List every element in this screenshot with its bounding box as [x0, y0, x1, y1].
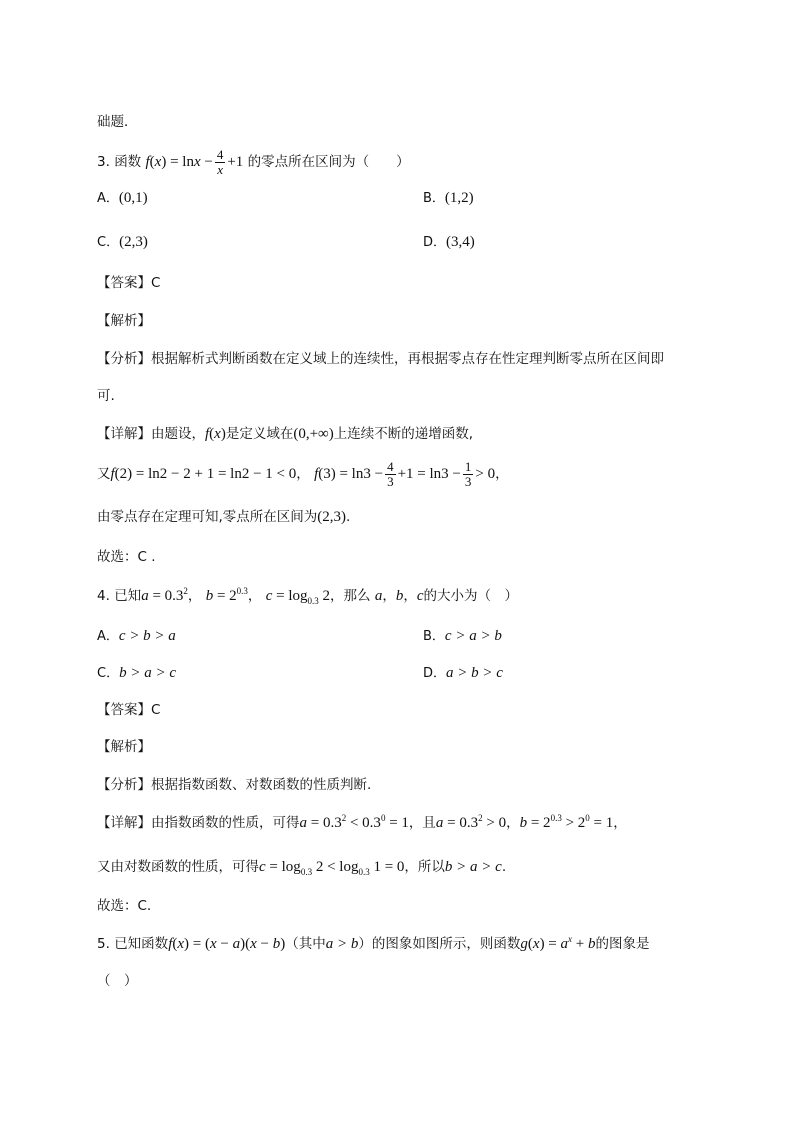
q3-stem	[97, 148, 410, 177]
q3-option-d[interactable]: D．(3,4)	[423, 234, 475, 250]
q4-option-a[interactable]: A．c > b > a	[97, 628, 176, 644]
q3-detail-line2: 又f(2) = ln2 − 2 + 1 = ln2 − 1 < 0， f(3) = ln3 − $\frac{4}{3}$ +1 = ln3 − $\frac{1}{3}$ > 0，	[97, 459, 509, 490]
q4-option-d[interactable]: D．a > b > c	[423, 665, 503, 681]
q4-choose: 故选：C.	[97, 898, 152, 914]
q3-detail-line1: 【详解】由题设，f(x)是定义域在(0,+∞)上连续不断的递增函数,	[97, 426, 474, 442]
q3-detail-line3: 由零点存在定理可知,零点所在区间为(2,3).	[97, 509, 351, 525]
q3-analysis-line2: 可.	[97, 388, 115, 404]
q3-choose: 故选：C .	[97, 549, 156, 565]
q3-answer: 【答案】C	[97, 275, 161, 291]
q5-stem-line2: （ ）	[97, 973, 138, 989]
q3-option-a[interactable]: A．(0,1)	[97, 190, 148, 206]
q3-stem-text-b: 的零点所在区间为（ ）	[247, 154, 410, 170]
q4-answer: 【答案】C	[97, 702, 161, 718]
q3-stem-text-a: 函数	[114, 154, 142, 170]
q4-detail-line2: 又由对数函数的性质，可得$c = \log_{0.3} 2 < \log_{0.3} 1 = 0$，所以b > a > c.	[97, 859, 507, 877]
q3-analysis-line1: 【分析】根据解析式判断函数在定义域上的连续性，再根据零点存在性定理判断零点所在区间即	[97, 351, 664, 367]
q3-option-b[interactable]: B．(1,2)	[423, 190, 474, 206]
q3-analysis-title: 【解析】	[97, 313, 151, 329]
q4-analysis: 【分析】根据指数函数、对数函数的性质判断.	[97, 777, 372, 793]
q5-stem-line1: 5. 已知函数f(x) = (x − a)(x − b)（其中a > b）的图象如图所示，则函数$g(x) = a^x + b$的图象是	[97, 934, 650, 952]
intro-text: 础题．	[97, 114, 138, 130]
q4-option-c[interactable]: C．b > a > c	[97, 665, 176, 681]
q3-number: 3.	[97, 154, 110, 170]
q4-analysis-title: 【解析】	[97, 739, 151, 755]
q3-formula: f(x) = lnx − $\frac{4}{x}$ +1	[145, 147, 244, 178]
q4-option-b[interactable]: B．c > a > b	[423, 628, 502, 644]
q4-stem: 4. 已知$a = 0.3^2$， $b = 2^{0.3}$， $c = \log_{0.3} 2$，那么 a，b，c的大小为（ ）	[97, 586, 518, 606]
q4-detail-line1: 【详解】由指数函数的性质，可得$a = 0.3^2 < 0.3^0 = 1$，且$a = 0.3^2 > 0$，$b = 2^{0.3} > 2^0 = 1$，	[97, 813, 627, 831]
q3-option-c[interactable]: C．(2,3)	[97, 234, 148, 250]
